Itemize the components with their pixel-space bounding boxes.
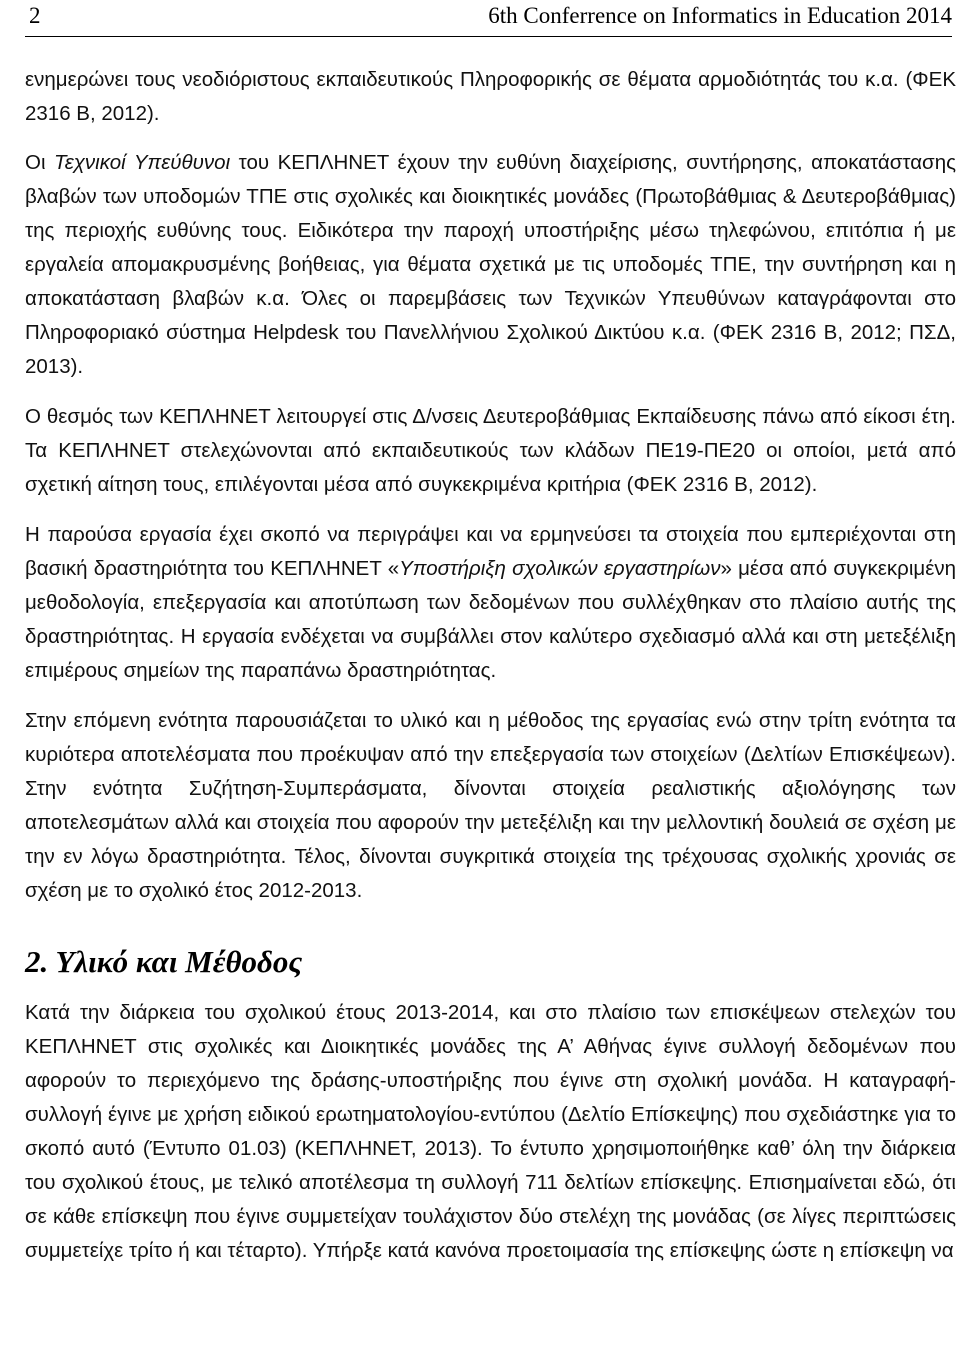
running-title: 6th Conferrence on Informatics in Education 2014 [488,3,952,28]
page-number: 2 [29,3,41,28]
paragraph-5: Στην επόμενη ενότητα παρουσιάζεται το υλικό και η μέθοδος της εργασίας ενώ στην τρίτη ενότητα τα κυριότερα αποτελέσματα που προέκυψαν από την επεξεργασία των στοιχείων (Δελτίων Επισκέψεων). Στην ενότητα Συζήτηση-Συμπεράσματα, δίνονται στοιχεία ρεαλιστικής αξιολόγησης των αποτελεσμάτων αλλά και στοιχεία που αφορούν την μετεξέλιξη και την μελλοντική δουλειά σε σχέση με την εν λόγω δραστηριότητα. Τέλος, δίνονται συγκριτικά στοιχεία της τρέχουσας σχολικής χρονιάς σε σχέση με το σχολικό έτος 2012-2013. [25,709,956,902]
term-lab-support: Υποστήριξη σχολικών εργαστηρίων [399,557,721,580]
paragraph-2-rest: του ΚΕΠΛΗΝΕΤ έχουν την ευθύνη διαχείρισης, συντήρησης, αποκατάστασης βλαβών των υποδομών ΤΠΕ στις σχολικές και διοικητικές μονάδες (Πρωτοβάθμιας & Δευτεροβάθμιας) της περιοχής ευθύνης τους. Ειδικότερα την παροχή υποστήριξης μέσω τηλεφώνου, επιτόπια ή με εργαλεία απομακρυσμένης βοήθειας, για θέματα σχετικά με τις υποδομές ΤΠΕ, την συντήρηση και η αποκατάσταση βλαβών κ.α. Όλες οι παρεμβάσεις των Τεχνικών Υπευθύνων καταγράφονται στο Πληροφοριακό σύστημα Helpdesk του Πανελλήνιου Σχολικού Δικτύου κ.α. (ΦΕΚ 2316 Β, 2012; ΠΣΔ, 2013). [25,151,956,378]
running-header [25,0,952,37]
paragraph-4-lead: Η παρούσα εργασία έχει σκοπό να περιγράψει και να ερμηνεύσει τα στοιχεία που εμπεριέχονται στη βασική δραστηριότητα του ΚΕΠΛΗΝΕΤ « [25,523,956,580]
paragraph-4 [25,518,956,688]
paragraph-1: ενημερώνει τους νεοδιόριστους εκπαιδευτικούς Πληροφορικής σε θέματα αρμοδιότητάς του κ.α. (ΦΕΚ 2316 Β, 2012). [25,68,956,125]
paragraph-3: Ο θεσμός των ΚΕΠΛΗΝΕΤ λειτουργεί στις Δ/νσεις Δευτεροβάθμιας Εκπαίδευσης πάνω από είκοσι έτη. Τα ΚΕΠΛΗΝΕΤ στελεχώνονται από εκπαιδευτικούς των κλάδων ΠΕ19-ΠΕ20 οι οποίοι, μετά από σχετική αίτηση τους, επιλέγονται μέσα από συγκεκριμένα κριτήρια (ΦΕΚ 2316 Β, 2012). [25,405,956,496]
paragraph-2 [25,146,956,384]
term-technical-managers: Τεχνικοί Υπεύθυνοι [54,151,231,174]
paragraph-4-rest: » μέσα από συγκεκριμένη μεθοδολογία, επεξεργασία και αποτύπωση των δεδομένων που συλλέχθηκαν στο πλαίσιο αυτής της δραστηριότητας. Η εργασία ενδέχεται να συμβάλλει στον καλύτερο σχεδιασμό αλλά και στη μετεξέλιξη επιμέρους σημείων της παραπάνω δραστηριότητας. [25,557,956,682]
paragraph-2-lead: Οι [25,151,55,174]
section-heading: 2. Υλικό και Μέθοδος [25,944,303,979]
body-text [25,63,956,1284]
section-paragraph: Κατά την διάρκεια του σχολικού έτους 2013-2014, και στο πλαίσιο των επισκέψεων στελεχών του ΚΕΠΛΗΝΕΤ στις σχολικές και Διοικητικές μονάδες της Α’ Αθήνας έγινε συλλογή δεδομένων που αφορούν το περιεχόμενο της δράσης-υποστήριξης που έγινε στη σχολική μονάδα. Η καταγραφή-συλλογή έγινε με χρήση ειδικού ερωτηματολογίου-εντύπου (Δελτίο Επίσκεψης) που σχεδιάστηκε για το σκοπό αυτό (Έντυπο 01.03) (ΚΕΠΛΗΝΕΤ, 2013). Το έντυπο χρησιμοποιήθηκε καθ’ όλη την διάρκεια του σχολικού έτους, με τελικό αποτέλεσμα τη συλλογή 711 δελτίων επίσκεψης. Επισημαίνεται εδώ, ότι σε κάθε επίσκεψη που έγινε συμμετείχαν τουλάχιστον δύο στελέχη της μονάδας (σε λίγες περιπτώσεις συμμετείχε τρίτο ή και τέταρτο). Υπήρξε κατά κανόνα προετοιμασία της επίσκεψης ώστε η επίσκεψη να [25,1001,956,1262]
